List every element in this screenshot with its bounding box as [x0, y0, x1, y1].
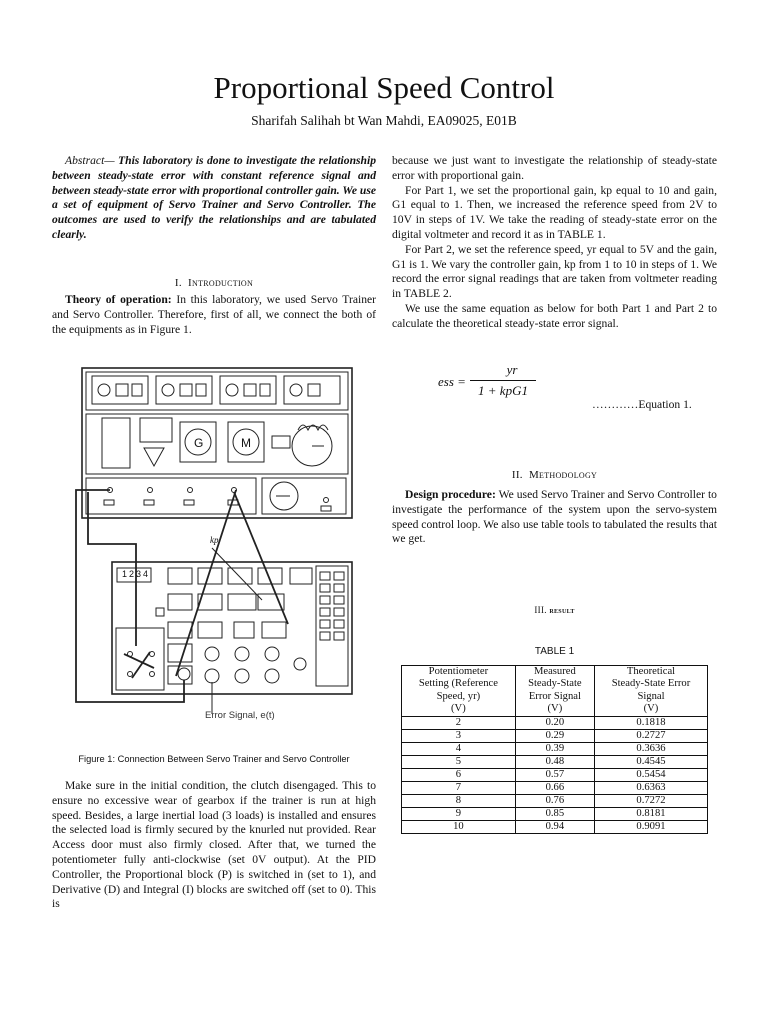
figure-1-diagram — [62, 362, 362, 742]
intro-paragraph — [52, 293, 376, 337]
right-paragraph-2: For Part 1, we set the proportional gain, kp equal to 10 and gain, G1 equal to 1. Then, we increased the reference speed from 2V to 10V in steps of 1V. We take the reading of steady-state error on the digital voltmeter and record it as in TABLE 1. — [392, 183, 717, 241]
figure-error-signal-label: Error Signal, e(t) — [205, 710, 275, 721]
table-cell: 0.20 — [515, 716, 594, 729]
right-paragraph-1: because we just want to investigate the relationship of steady-state error with proportional gain. — [392, 154, 717, 182]
method-text: We used Servo Trainer and Servo Controller to investigate the performance of the system upon the servo-system speed control loop. We also use table tools to tabulated the results that we get. — [392, 488, 718, 546]
equation-label: …………Equation 1. — [592, 398, 692, 411]
table-row — [402, 716, 708, 729]
right-paragraph-4: We use the same equation as below for both Part 1 and Part 2 to calculate the theoretical steady-state error signal. — [392, 301, 717, 330]
table-header-row — [402, 666, 708, 717]
table-cell: 0.6363 — [594, 781, 707, 794]
section-3-title: result — [549, 605, 575, 615]
table-cell: 0.9091 — [594, 820, 707, 833]
table-header-line: Measured — [533, 666, 576, 677]
equation-denominator: 1 + kpG1 — [478, 383, 528, 398]
table-cell: 0.57 — [515, 768, 594, 781]
table-row — [402, 807, 708, 820]
methodology-paragraph — [392, 488, 717, 547]
table-cell: 0.1818 — [594, 716, 707, 729]
section-1-heading — [52, 276, 376, 291]
table-cell: 6 — [402, 768, 516, 781]
right-column-top — [392, 154, 717, 332]
table-header-line: Potentiometer — [428, 666, 489, 677]
method-bold-lead: Design procedure: — [405, 488, 496, 501]
table-cell: 5 — [402, 755, 516, 768]
section-2-heading — [392, 468, 717, 483]
table-row — [402, 820, 708, 833]
section-1-number: I. — [174, 277, 182, 289]
table-body — [402, 716, 708, 833]
section-2-number: II. — [511, 469, 523, 481]
table-header-line: (V) — [451, 703, 466, 715]
intro-bold-lead: Theory of operation: — [65, 293, 172, 306]
table-cell: 0.8181 — [594, 807, 707, 820]
table-header-cell — [402, 666, 516, 717]
paper-author: Sharifah Salihah bt Wan Mahdi, EA09025, E01B — [251, 113, 517, 128]
figure-motor-label: M — [241, 436, 251, 450]
table-cell: 0.76 — [515, 794, 594, 807]
table-header-line: Theoretical — [626, 666, 676, 677]
abstract-text: This laboratory is done to investigate the relationship between steady-state error with constant reference signal and between steady-state error with proportional controller gain. We use a set of equipment of Servo Trainer and Servo Controller. The outcomes are used to verify the relationships and are tabulated clearly. — [52, 154, 376, 241]
initial-condition-text: Make sure in the initial condition, the clutch disengaged. This to ensure no excessive wear of gearbox if the trainer is run at high speed. Besides, a large inertial load (3 loads) is installed and ensures the selected load is firmly secured by the knurled nut provided. Rear Access door must also firmly closed. After that, we turned the potentiometer fully anti-clockwise (set 0V output). At the PID Controller, the Proportional block (P) is switched in (set to 1), and Derivative (D) and Integral (I) blocks are switched off (set to 0). This is — [52, 779, 376, 911]
table-cell: 8 — [402, 794, 516, 807]
right-paragraph-3: For Part 2, we set the reference speed, yr equal to 5V and the gain, G1 is 1. We vary the controller gain, kp from 1 to 10 in steps of 1. We record the error signal readings that are taken from voltmeter reading in TABLE 2. — [392, 242, 717, 301]
table-header-line: (V) — [547, 703, 563, 715]
table-row — [402, 794, 708, 807]
section-3-heading — [392, 603, 717, 618]
figure-digit-display: 1234 — [122, 569, 151, 579]
abstract — [52, 154, 376, 243]
table-cell: 0.85 — [515, 807, 594, 820]
table-header-line: Error Signal — [528, 690, 581, 702]
table-cell: 0.2727 — [594, 729, 707, 742]
table-row — [402, 755, 708, 768]
table-header-line: Signal — [637, 690, 665, 702]
table-header-line: Steady-State Error — [611, 678, 691, 690]
table-cell: 0.3636 — [594, 742, 707, 755]
left-column-top — [52, 154, 376, 243]
table-cell: 7 — [402, 781, 516, 794]
table-cell: 0.5454 — [594, 768, 707, 781]
table-cell: 10 — [402, 820, 516, 833]
table-cell: 0.4545 — [594, 755, 707, 768]
table-caption: TABLE 1 — [534, 646, 575, 657]
section-2-title: Methodology — [528, 469, 598, 481]
table-cell: 3 — [402, 729, 516, 742]
figure-1-caption: Figure 1: Connection Between Servo Trainer and Servo Controller — [78, 754, 350, 764]
left-paragraph-2 — [52, 779, 376, 912]
table-cell: 0.39 — [515, 742, 594, 755]
table-cell: 0.66 — [515, 781, 594, 794]
paper-title: Proportional Speed Control — [213, 70, 555, 105]
equation-lhs: ess = — [438, 374, 466, 389]
figure-kp-label: kp — [210, 535, 219, 545]
equation-fraction-bar — [470, 380, 536, 381]
table-cell: 0.48 — [515, 755, 594, 768]
table-cell: 2 — [402, 716, 516, 729]
table-row — [402, 729, 708, 742]
table-header-line: Steady-State — [528, 678, 582, 690]
table-cell: 0.7272 — [594, 794, 707, 807]
table-row — [402, 768, 708, 781]
section-3-number: III. — [534, 605, 547, 615]
table-row — [402, 742, 708, 755]
table-header-line: (V) — [643, 703, 659, 715]
figure-generator-label: G — [194, 436, 204, 450]
table-row — [402, 781, 708, 794]
table-header-cell — [594, 666, 707, 717]
results-table — [401, 665, 708, 834]
table-header-line: Speed, yr) — [436, 690, 481, 702]
table-header-cell — [515, 666, 594, 717]
table-header-line: Setting (Reference — [418, 678, 498, 690]
abstract-lead: Abstract— — [65, 154, 115, 167]
intro-text: In this laboratory, we used Servo Trainer and Servo Controller. Therefore, first of all, we connect the both of the equipments as in Figure 1. — [52, 293, 376, 336]
equation-numerator: yr — [506, 362, 518, 377]
section-1-title: Introduction — [188, 277, 254, 289]
servo-trainer-panel — [82, 368, 352, 518]
table-cell: 9 — [402, 807, 516, 820]
table-cell: 0.29 — [515, 729, 594, 742]
table-cell: 0.94 — [515, 820, 594, 833]
table-cell: 4 — [402, 742, 516, 755]
